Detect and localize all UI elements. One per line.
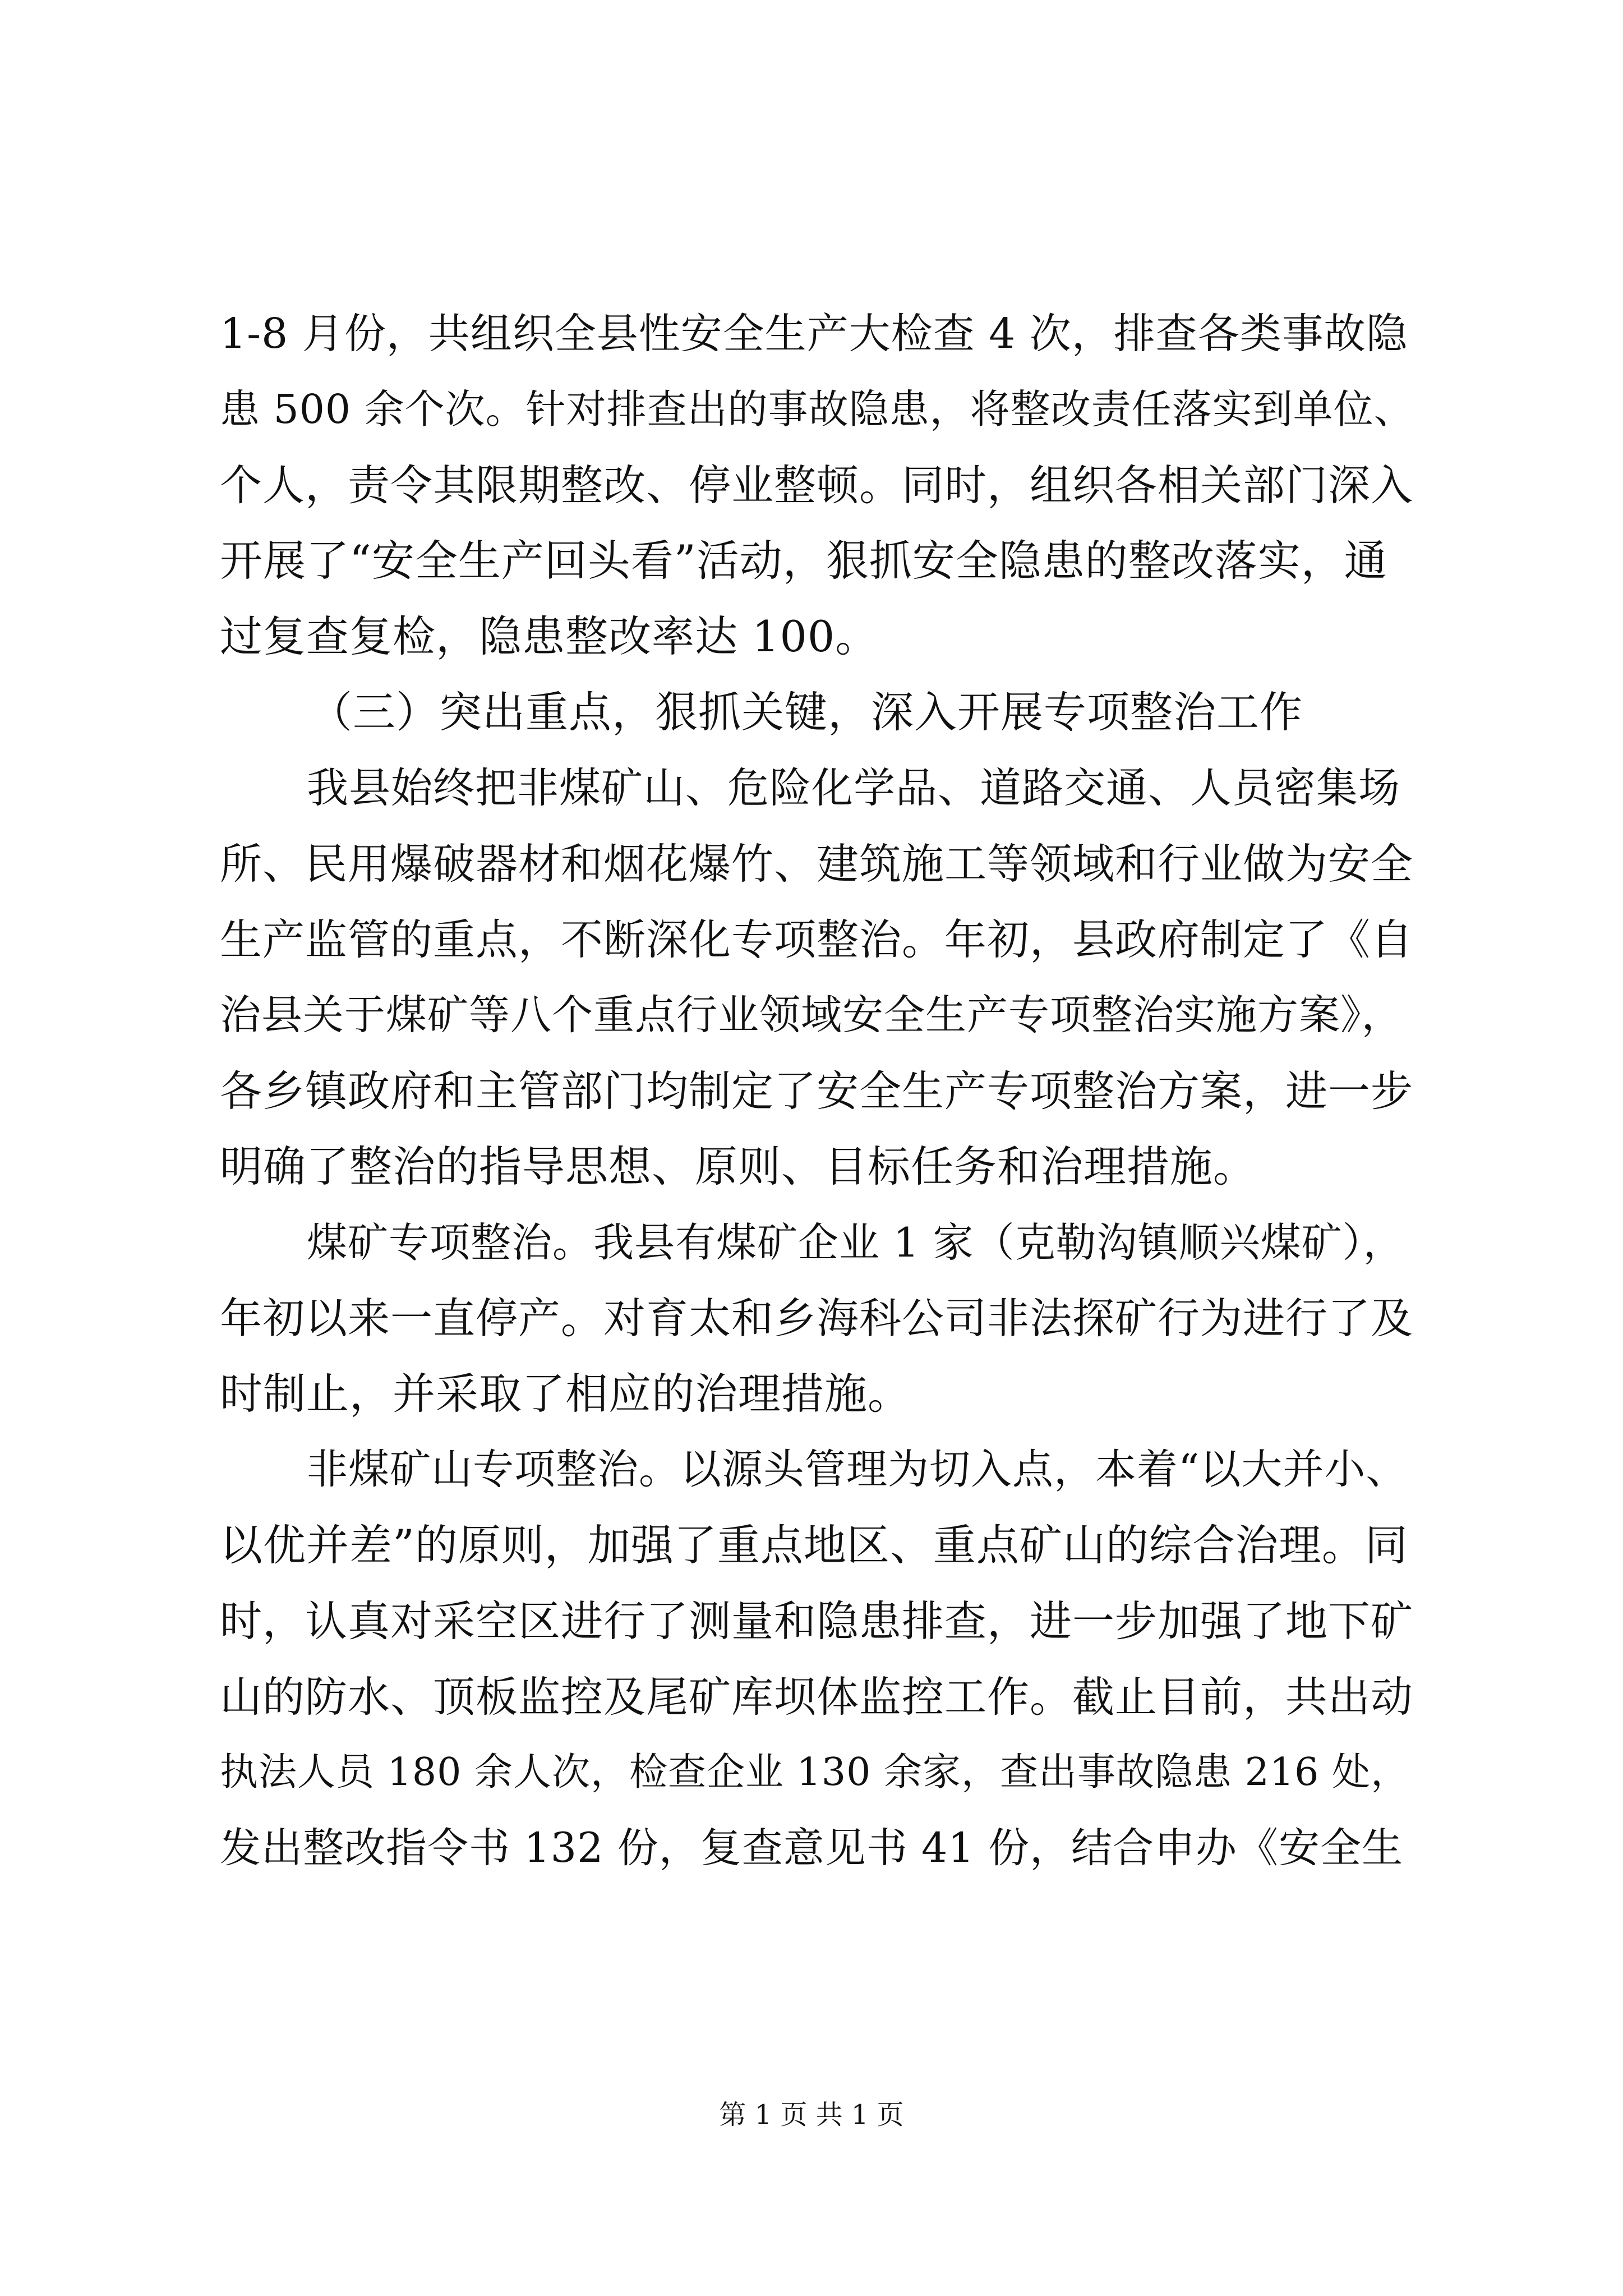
text-line: 以优并差”的原则，加强了重点地区、重点矿山的综合治理。同 [220,1520,1408,1570]
text-line: 个人，责令其限期整改、停业整顿。同时，组织各相关部门深入 [220,461,1414,510]
paragraph-first-line: 煤矿专项整治。我县有煤矿企业 1 家（克勒沟镇顺兴煤矿）， [307,1219,1404,1266]
text-line: 山的防水、顶板监控及尾矿库坝体监控工作。截止目前，共出动 [220,1672,1414,1722]
text-line: 1-8 月份，共组织全县性安全生产大检查 4 次，排查各类事故隐 [220,310,1408,358]
paragraph-first-line: 非煤矿山专项整治。以源头管理为切入点，本着“以大并小、 [307,1446,1408,1493]
text-line: 明确了整治的指导思想、原则、目标任务和治理措施。 [220,1142,1256,1191]
text-line: 发出整改指令书 132 份，复查意见书 41 份，结合申办《安全生 [220,1824,1404,1872]
text-line: 各乡镇政府和主管部门均制定了安全生产专项整治方案，进一步 [220,1066,1414,1116]
section-heading: （三）突出重点，狠抓关键，深入开展专项整治工作 [310,687,1303,737]
text-line: 开展了“安全生产回头看”活动，狠抓安全隐患的整改落实，通 [220,536,1387,586]
text-line: 年初以来一直停产。对育太和乡海科公司非法探矿行为进行了及 [220,1294,1414,1343]
paragraph-first-line: 我县始终把非煤矿山、危险化学品、道路交通、人员密集场 [307,764,1400,812]
text-line: 时，认真对采空区进行了测量和隐患排查，进一步加强了地下矿 [220,1596,1414,1646]
text-line: 过复查复检，隐患整改率达 100。 [220,611,879,661]
text-line: 执法人员 180 余人次，检查企业 130 余家，查出事故隐患 216 处， [220,1750,1410,1795]
text-line: 治县关于煤矿等八个重点行业领域安全生产专项整治实施方案》， [220,991,1403,1039]
text-line: 时制止，并采取了相应的治理措施。 [220,1369,911,1419]
text-line: 患 500 余个次。针对排查出的事故隐患，将整改责任落实到单位、 [220,386,1414,432]
page-number-footer: 第 1 页 共 1 页 [719,2099,904,2131]
text-line: 所、民用爆破器材和烟花爆竹、建筑施工等领域和行业做为安全 [220,839,1414,889]
text-line: 生产监管的重点，不断深化专项整治。年初，县政府制定了《自 [220,915,1414,964]
